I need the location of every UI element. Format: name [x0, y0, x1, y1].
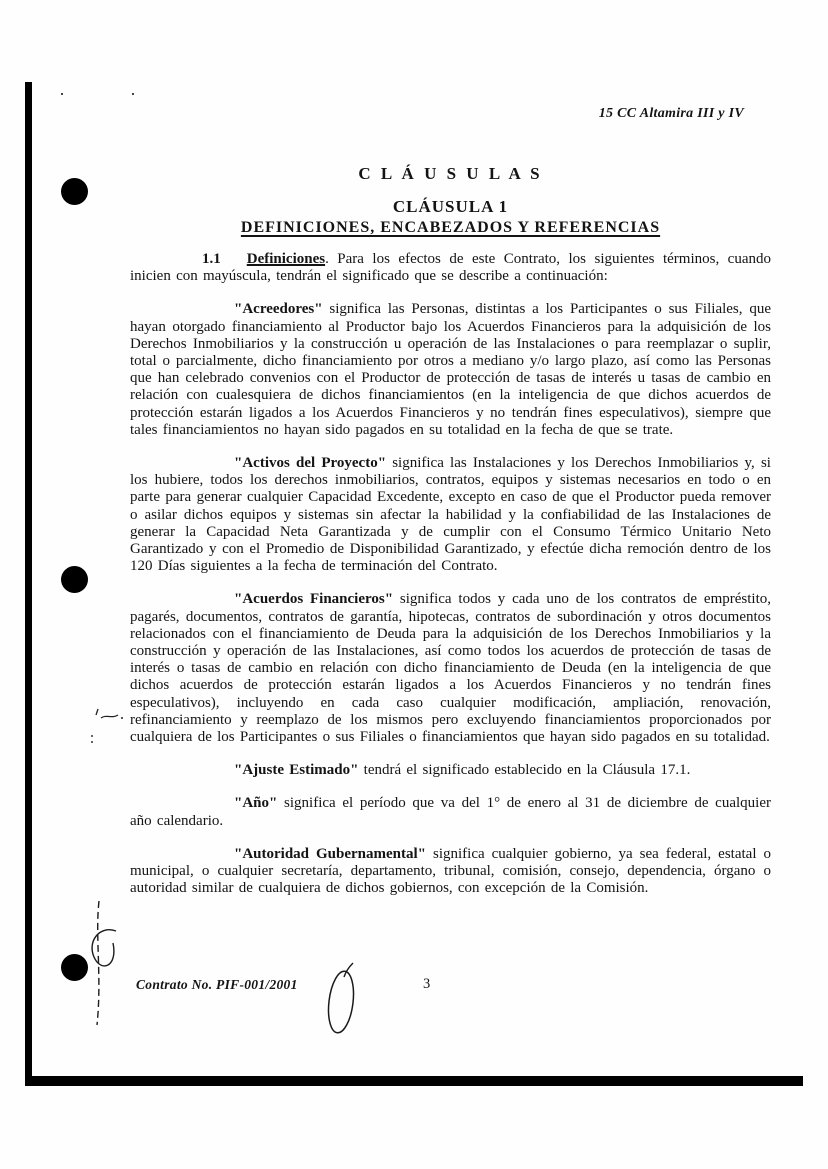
definition-paragraph-acreedores: [130, 301, 771, 439]
definition-paragraph-acuerdos-financieros: [130, 591, 771, 746]
contract-body: [130, 251, 771, 914]
handwritten-margin-mark: [88, 703, 130, 751]
definition-term: "Acuerdos Financieros": [234, 591, 394, 608]
definition-text: significa las Instalaciones y los Derechos Inmobiliarios y, si los hubiere, todos los derechos inmobiliarios, contratos, equipos y sistemas necesarios en todo o en parte para generar cualquier Capacidad Excedente, excepto en caso de que el Productor pueda remover o asilar dichos equipos y sistemas sin afectar la habilidad y la confiabilidad de las Instalaciones de generar la Capacidad Neta Garantizada y de cumplir con el Consumo Térmico Unitario Neto Garantizado y con el Promedio de Disponibilidad Garantizado, y efectúe dicha remoción dentro de los 120 Días siguientes a la fecha de terminación del Contrato.: [130, 455, 771, 575]
handwritten-signature-mark: [322, 958, 366, 1042]
clauses-title: C L Á U S U L A S: [358, 164, 543, 183]
hole-punch-dot-3: [61, 954, 88, 981]
scan-left-edge-bar: [25, 82, 32, 1083]
section-intro-text: . Para los efectos de este Contrato, los siguientes términos, cuando inicien con mayúscula, tendrán el significado que se describe a continuación:: [130, 251, 771, 285]
definition-text: significa todos y cada uno de los contratos de empréstito, pagarés, documentos, contratos de garantía, hipotecas, contratos de subordinación y otros documentos relacionados con el financiamiento de Deuda para la adquisición de los Derechos Inmobiliarios y la construcción y operación de las Instalaciones, así como todos los acuerdos de protección de tasas de interés o tasas de cambio en relación con dicho financiamiento de Deuda (en la inteligencia de que dichos acuerdos de protección estarán ligados a los Acuerdos Financieros y no tendrán fines especulativos), incluyendo en cada caso cualquier modificación, ampliación, renovación, refinanciamiento y reemplazo de los mismos pero excluyendo financiamientos proporcionados por cualquiera de los Participantes o sus Filiales o financiamientos que hayan sido pagados en su totalidad.: [130, 591, 771, 746]
footer-contract-number: Contrato No. PIF-001/2001: [136, 977, 298, 992]
section-intro-paragraph: [130, 251, 771, 285]
clause-number-heading: CLÁUSULA 1: [392, 197, 509, 216]
definition-term: "Acreedores": [234, 301, 323, 318]
handwritten-binding-squiggle: [86, 897, 134, 1029]
hole-punch-dot-2: [61, 566, 88, 593]
scan-speck-2: [132, 93, 134, 95]
clause-definitions-heading: DEFINICIONES, ENCABEZADOS Y REFERENCIAS: [240, 219, 661, 236]
definition-term: "Activos del Proyecto": [234, 455, 387, 472]
definition-text: significa el período que va del 1° de enero al 31 de diciembre de cualquier año calendario.: [130, 795, 771, 829]
definition-paragraph-autoridad-gubernamental: [130, 846, 771, 898]
scan-bottom-edge-bar: [25, 1076, 803, 1086]
definition-paragraph-activos-del-proyecto: [130, 455, 771, 575]
definition-term: "Ajuste Estimado": [234, 762, 359, 779]
definition-text: significa las Personas, distintas a los Participantes o sus Filiales, que hayan otorgado financiamiento al Productor bajo los Acuerdos Financieros para la adquisición de los Derechos Inmobiliarios y la construcción u operación de las Instalaciones o para reemplazar o suplir, total o parcialmente, dicho financiamiento por otros a mediano y/o largo plazo, así como las Personas que han celebrado convenios con el Productor de protección de tasas de interés u tasas de cambio en relación con cualesquiera de dichos financiamientos (en la inteligencia de que dichos acuerdos de protección estarán ligados a los Acuerdos Financieros y no tendrán fines especulativos), siempre que tales financiamientos no hayan sido pagados en su totalidad en la fecha de que se trate.: [130, 301, 771, 438]
definition-term: "Año": [234, 795, 278, 812]
definition-text: significa cualquier gobierno, ya sea federal, estatal o municipal, o cualquier secretaría, departamento, tribunal, comisión, consejo, dependencia, órgano o autoridad similar de cualquiera de dichos gobiernos, con excepción de la Comisión.: [130, 845, 771, 897]
document-code: 15 CC Altamira III y IV: [598, 106, 744, 121]
definition-text: tendrá el significado establecido en la Cláusula 17.1.: [358, 762, 691, 779]
section-number: 1.1: [202, 251, 221, 267]
definition-term: "Autoridad Gubernamental": [234, 845, 426, 862]
page-number: 3: [423, 976, 431, 992]
definition-paragraph-ano: [130, 795, 771, 829]
hole-punch-dot-1: [61, 178, 88, 205]
definition-paragraph-ajuste-estimado: [130, 762, 771, 779]
headings-block: [130, 164, 771, 237]
scan-speck-1: [61, 93, 63, 95]
section-title: Definiciones: [246, 251, 326, 267]
